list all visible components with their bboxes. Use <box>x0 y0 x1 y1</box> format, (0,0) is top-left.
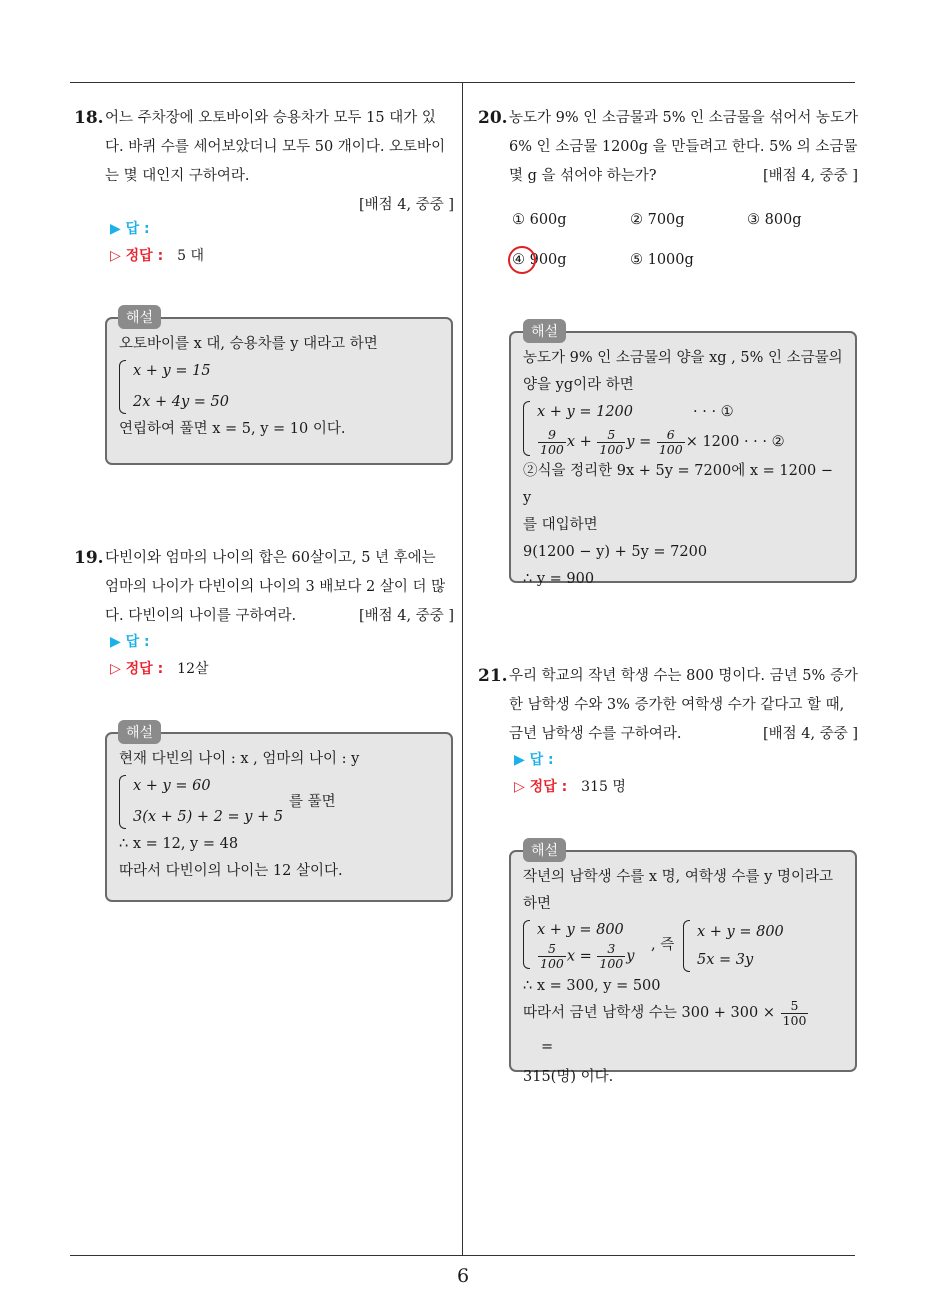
question-number: 18. <box>74 108 104 128</box>
answer-label: ▶ 답 : <box>110 634 150 650</box>
score-label: [배점 4, 중중 ] <box>762 168 858 184</box>
equation: x + y = 60 <box>133 778 211 794</box>
equation-part: x + <box>566 434 592 450</box>
solution-line: 양을 yg이라 하면 <box>523 377 634 393</box>
equation-system <box>683 918 784 974</box>
equation-system <box>523 399 843 458</box>
fraction <box>597 942 625 971</box>
column-divider <box>462 82 463 1255</box>
denominator: 100 <box>782 1012 807 1028</box>
equation-1: x + y = 1200 <box>537 404 634 420</box>
solution-text: 따라서 금년 남학생 수는 300 + 300 × <box>523 1005 775 1021</box>
question-18 <box>74 104 454 220</box>
solution-line: 를 대입하면 <box>523 517 598 533</box>
question-text-body: 다빈이와 엄마의 나이의 합은 60살이고, 5 년 후에는 엄마의 나이가 다빈이의 나이의 3 배보다 2 살이 더 많다. 다빈이의 나이를 구하여라. <box>105 550 446 624</box>
equation-system <box>523 918 634 971</box>
correct-label: ▷ 정답 : <box>110 248 164 264</box>
question-20 <box>478 104 858 191</box>
solution-text: = <box>541 1039 554 1055</box>
numerator: 5 <box>538 942 566 957</box>
brace <box>119 360 126 414</box>
equation <box>537 399 843 426</box>
correct-label: ▷ 정답 : <box>514 779 568 795</box>
correct-answer <box>110 245 204 265</box>
bottom-rule <box>70 1255 855 1256</box>
equation-group <box>523 918 843 976</box>
equation <box>537 942 634 971</box>
equation: 3(x + 5) + 2 = y + 5 <box>133 809 284 825</box>
solution-line: 오토바이를 x 대, 승용차를 y 대라고 하면 <box>119 336 378 352</box>
score-label: [배점 4, 중중 ] <box>762 726 858 742</box>
question-text: 어느 주차장에 오토바이와 승용차가 모두 15 대가 있다. 바퀴 수를 세어보았더니 모두 50 개이다. 오토바이는 몇 대인지 구하여라. <box>105 110 446 184</box>
numerator: 5 <box>781 999 809 1014</box>
denominator: 100 <box>540 441 564 457</box>
equation: x + y = 15 <box>133 363 211 379</box>
choice-3[interactable]: ③ 800g <box>747 212 802 228</box>
fraction <box>781 999 809 1028</box>
question-19 <box>74 544 454 631</box>
numerator: 9 <box>538 428 566 443</box>
equation: x + y = 800 <box>697 924 784 940</box>
solution-box-20 <box>509 331 857 587</box>
solution-line: 작년의 남학생 수를 x 명, 여학생 수를 y 명이라고 <box>523 869 833 885</box>
choice-1[interactable]: ① 600g <box>512 212 567 228</box>
fraction <box>657 428 685 457</box>
solution-line: 따라서 다빈이의 나이는 12 살이다. <box>119 863 343 879</box>
question-text-body: 우리 학교의 작년 학생 수는 800 명이다. 금년 5% 증가한 남학생 수와 3% 증가한 여학생 수가 같다고 할 때, 금년 남학생 수를 구하여라. <box>509 668 858 742</box>
denominator: 100 <box>540 956 564 971</box>
solution-line: 9(1200 − y) + 5y = 7200 <box>523 544 708 560</box>
solution-box-18 <box>105 317 453 465</box>
page-number: 6 <box>456 1265 470 1287</box>
question-text <box>105 544 454 631</box>
question-text <box>509 104 858 191</box>
equation-part: × 1200 · · · ② <box>685 434 785 450</box>
score-label: [배점 4, 중중 ] <box>358 197 454 213</box>
equation: x + y = 800 <box>537 922 624 938</box>
selected-answer-circle <box>508 246 536 274</box>
equation-side-text: 를 풀면 <box>289 794 336 810</box>
solution-line: 현재 다빈의 나이 : x , 엄마의 나이 : y <box>119 751 360 767</box>
solution-box-19 <box>105 732 453 902</box>
solution-line: 하면 <box>523 896 552 912</box>
choice-5[interactable]: ⑤ 1000g <box>630 252 694 268</box>
equation-part: y = <box>626 434 652 450</box>
choice-4[interactable]: ④ 900g <box>512 252 567 268</box>
equation-system <box>119 773 433 831</box>
question-number: 19. <box>74 548 104 568</box>
equation: 2x + 4y = 50 <box>133 394 230 410</box>
answer-label: ▶ 답 : <box>514 752 554 768</box>
correct-answer <box>110 658 209 678</box>
correct-value: 315 명 <box>581 779 626 795</box>
solution-tab: 해설 <box>523 319 566 343</box>
equation-system <box>119 358 439 416</box>
correct-answer <box>514 776 626 796</box>
numerator: 6 <box>657 428 685 443</box>
question-text <box>509 662 858 749</box>
equation-tag: · · · ① <box>693 404 734 420</box>
question-21 <box>478 662 858 749</box>
fraction <box>538 942 566 971</box>
solution-line: ∴ y = 900 <box>523 571 595 587</box>
solution-line: 농도가 9% 인 소금물의 양을 xg , 5% 인 소금물의 <box>523 350 843 366</box>
brace <box>683 920 690 972</box>
numerator: 5 <box>597 428 625 443</box>
solution-tab: 해설 <box>118 305 161 329</box>
equation-part: x = <box>566 948 592 965</box>
solution-line: 연립하여 풀면 x = 5, y = 10 이다. <box>119 421 346 437</box>
correct-value: 5 대 <box>177 248 205 264</box>
denominator: 100 <box>599 441 624 457</box>
score-label: [배점 4, 중중 ] <box>358 608 454 624</box>
denominator: 100 <box>658 441 683 457</box>
question-number: 21. <box>478 666 508 686</box>
solution-line: ②식을 정리한 9x + 5y = 7200에 x = 1200 − y <box>523 463 834 506</box>
fraction <box>538 428 566 457</box>
correct-label: ▷ 정답 : <box>110 661 164 677</box>
answer-label: ▶ 답 : <box>110 221 150 237</box>
choices <box>512 212 852 272</box>
solution-line: ∴ x = 12, y = 48 <box>119 836 239 852</box>
equation-part: y <box>626 948 635 965</box>
choice-2[interactable]: ② 700g <box>630 212 685 228</box>
numerator: 3 <box>597 942 625 957</box>
question-number: 20. <box>478 108 508 128</box>
fraction <box>597 428 625 457</box>
brace <box>523 920 530 969</box>
question-text-body: 농도가 9% 인 소금물과 5% 인 소금물을 섞어서 농도가 6% 인 소금물 1200g 을 만들려고 한다. 5% 의 소금물 몇 g 을 섞어야 하는가? <box>509 110 859 184</box>
brace <box>523 401 530 456</box>
equation-2 <box>537 426 843 458</box>
correct-value: 12살 <box>177 661 209 677</box>
solution-tab: 해설 <box>118 720 161 744</box>
solution-box-21 <box>509 850 857 1085</box>
solution-line <box>523 996 843 1064</box>
solution-line: ∴ x = 300, y = 500 <box>523 978 661 994</box>
solution-tab: 해설 <box>523 838 566 862</box>
brace <box>119 775 126 829</box>
equation-side-text: , 즉 <box>651 937 675 953</box>
denominator: 100 <box>599 956 624 971</box>
equation: 5x = 3y <box>697 952 754 968</box>
solution-line: 315(명) 이다. <box>523 1069 614 1085</box>
